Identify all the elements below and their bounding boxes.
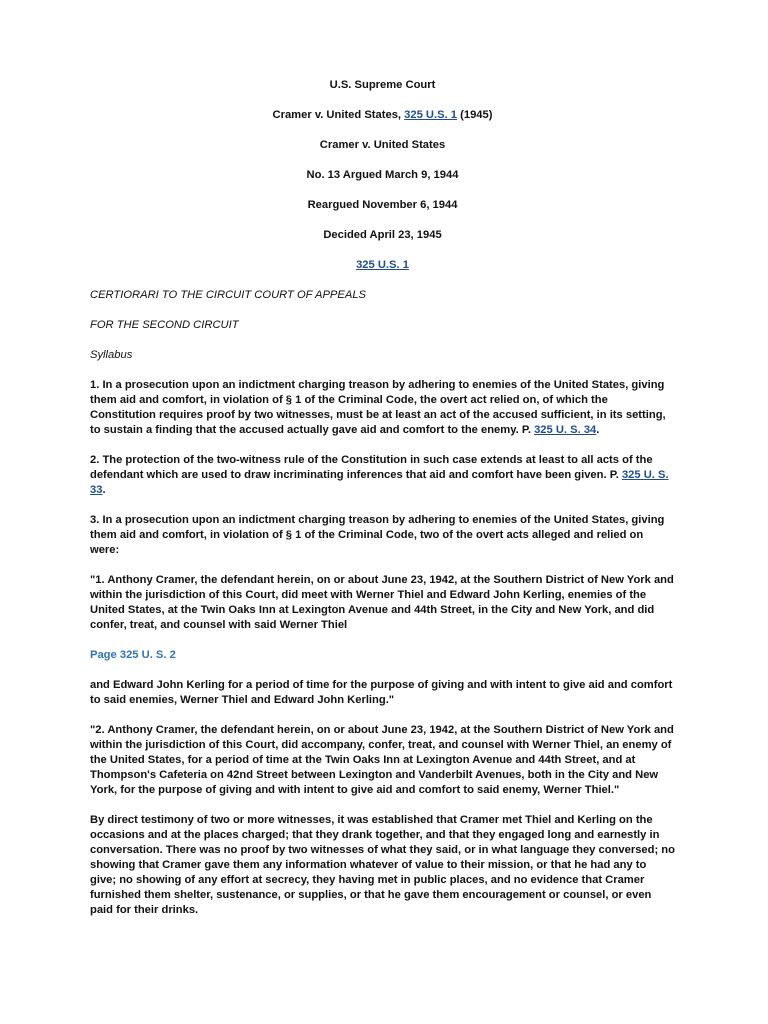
overt-act-1-continuation: and Edward John Kerling for a period of time for the purpose of giving and with intent to give aid and comfort to said enemies, Werner Thiel and Edward John Kerling." <box>90 679 673 706</box>
argued-date: No. 13 Argued March 9, 1944 <box>306 169 459 181</box>
case-heading <box>90 108 675 123</box>
circuit-line: FOR THE SECOND CIRCUIT <box>90 319 239 331</box>
syllabus-label: Syllabus <box>90 349 133 361</box>
paragraph-2-text: 2. The protection of the two-witness rule of the Constitution in such case extends at least to all acts of the defendant which are used to draw incriminating inferences that aid and comfort have been given. P. <box>90 454 653 481</box>
overt-act-2-quote: "2. Anthony Cramer, the defendant herein, on or about June 23, 1942, at the Southern District of New York and within the jurisdiction of this Court, did accompany, confer, treat, and counsel with Werner Thiel, an enemy of the United States, for a period of time at the Twin Oaks Inn at Lexington Avenue and 44th Street, and at Thompson's Cafeteria on 42nd Street between Lexington and Vanderbilt Avenues, both in the City and New York, for the purpose of giving and with intent to give aid and comfort to said enemy, Werner Thiel." <box>90 724 674 796</box>
syllabus-paragraph-1 <box>90 378 675 438</box>
citation-link[interactable]: 325 U.S. 1 <box>356 259 409 271</box>
paragraph-2-end: . <box>102 484 106 496</box>
case-year: (1945) <box>460 109 493 121</box>
syllabus-paragraph-2 <box>90 453 675 498</box>
citation-link-row <box>90 258 675 273</box>
syllabus-paragraph-3: 3. In a prosecution upon an indictment charging treason by adhering to enemies of the United States, giving them aid and comfort, in violation of § 1 of the Criminal Code, two of the overt acts alleged and relied on were: <box>90 514 665 556</box>
decided-date: Decided April 23, 1945 <box>323 229 442 241</box>
certiorari-line: CERTIORARI TO THE CIRCUIT COURT OF APPEALS <box>90 289 366 301</box>
case-prefix: Cramer v. United States, <box>272 109 402 121</box>
overt-act-1-quote: "1. Anthony Cramer, the defendant herein, on or about June 23, 1942, at the Southern District of New York and within the jurisdiction of this Court, did meet with Werner Thiel and Edward John Kerling, enemies of the United States, at the Twin Oaks Inn at Lexington Avenue and 44th Street, in the City and New York, and did confer, treat, and counsel with said Werner Thiel <box>90 574 674 631</box>
paragraph-2-link[interactable]: 325 U. S. 33 <box>90 469 669 496</box>
case-title: Cramer v. United States <box>319 139 446 151</box>
paragraph-1-end: . <box>596 424 600 436</box>
court-name: U.S. Supreme Court <box>329 79 436 91</box>
testimony-paragraph: By direct testimony of two or more witnesses, it was established that Cramer met Thiel and Kerling on the occasions and at the places charged; that they drank together, and that they engaged long and earnestly in conversation. There was no proof by two witnesses of what they said, or in what language they conversed; no showing that Cramer gave them any information whatever of value to their mission, or that he had any to give; no showing of any effort at secrecy, they having met in public places, and no evidence that Cramer furnished them shelter, sustenance, or supplies, or that he gave them encouragement or counsel, or even paid for their drinks. <box>90 814 675 916</box>
paragraph-1-link[interactable]: 325 U. S. 34 <box>534 424 597 436</box>
reargued-date: Reargued November 6, 1944 <box>307 199 458 211</box>
paragraph-1-text: 1. In a prosecution upon an indictment charging treason by adhering to enemies of the United States, giving them aid and comfort, in violation of § 1 of the Criminal Code, the overt act relied on, of which the Constitution requires proof by two witnesses, must be at least an act of the accused sufficient, in its setting, to sustain a finding that the accused actually gave aid and comfort to the enemy. P. <box>90 379 666 436</box>
case-citation-link[interactable]: 325 U.S. 1 <box>404 109 458 121</box>
page-marker: Page 325 U. S. 2 <box>90 649 176 661</box>
document-page <box>90 78 675 933</box>
